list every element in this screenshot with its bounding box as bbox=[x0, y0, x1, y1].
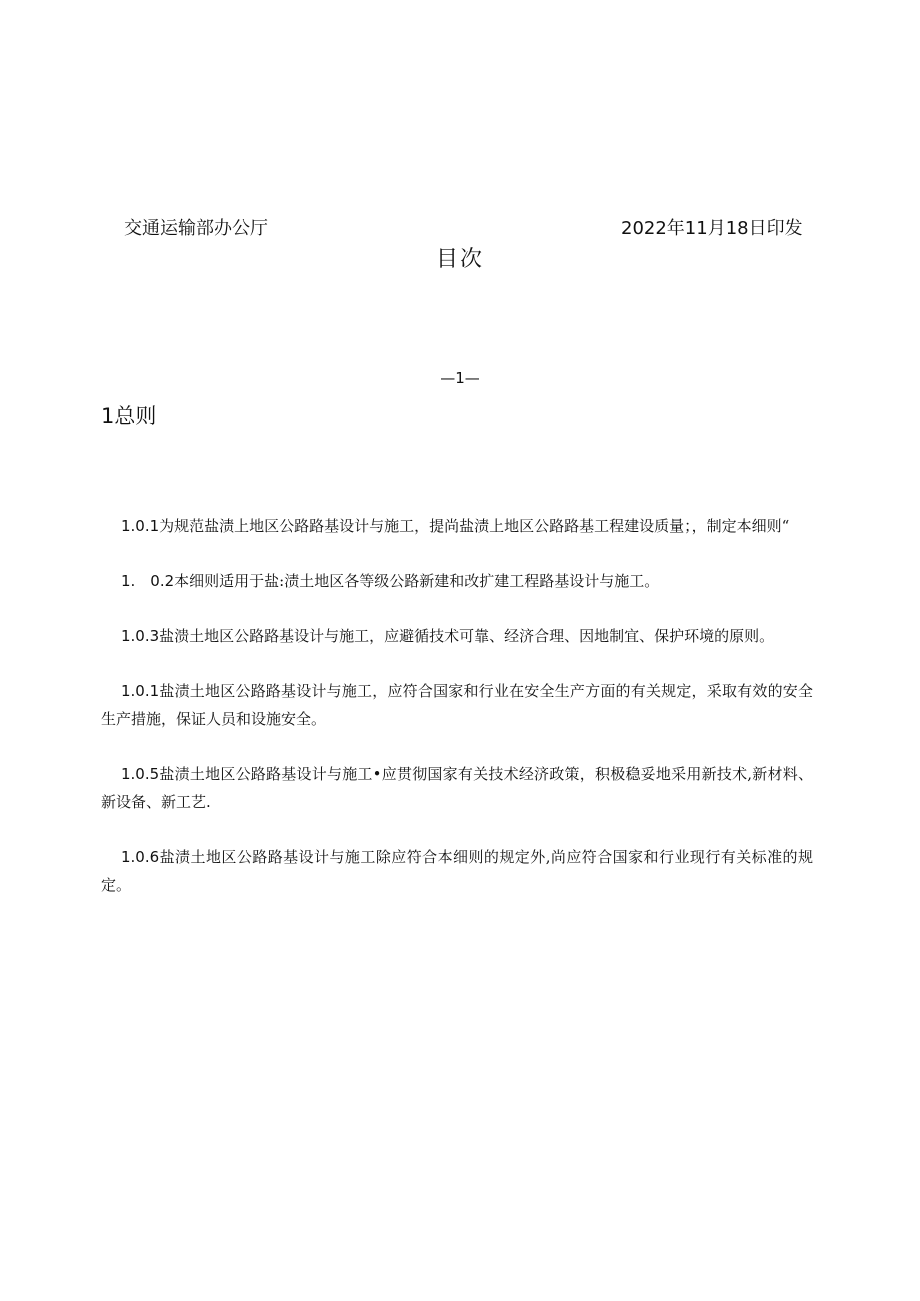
clause-number: 1.0.6 bbox=[121, 848, 160, 866]
toc-title: 目次 bbox=[435, 247, 484, 272]
issuer-name: 交通运输部办公厅 bbox=[124, 218, 268, 239]
clause-number: 1. 0.2 bbox=[121, 572, 175, 590]
issue-date: 2022年11月18日印发 bbox=[621, 218, 803, 239]
clause-1-0-5 bbox=[101, 760, 813, 816]
clause-text: 盐渍土地区公路路基设计与施工除应符合本细则的规定外,尚应符合国家和行业现行有关标准的规定。 bbox=[101, 848, 813, 894]
clause-list bbox=[101, 512, 813, 926]
clause-text: 盐溃土地区公路路基设计与施工，应避循技术可靠、经济合理、因地制宜、保护环境的原则。 bbox=[159, 627, 775, 645]
clause-1-0-6 bbox=[101, 843, 813, 899]
clause-text: 本细则适用于盐:渍土地区各等级公路新建和改扩建工程路基设计与施工。 bbox=[174, 572, 660, 590]
clause-text: 盐渍土地区公路路基设计与施工，应符合国家和行业在安全生产方面的有关规定，采取有效的安全生产措施，保证人员和设施安全。 bbox=[101, 682, 813, 728]
clause-number: 1.0.1 bbox=[121, 517, 160, 535]
clause-number: 1.0.1 bbox=[121, 682, 160, 700]
clause-number: 1.0.5 bbox=[121, 765, 160, 783]
clause-1-0-3 bbox=[101, 622, 813, 650]
clause-1-0-4 bbox=[101, 677, 813, 733]
clause-text: 盐渍土地区公路路基设计与施工•应贯彻国家有关技术经济政策，积极稳妥地采用新技术,新材料、新设备、新工艺. bbox=[101, 765, 813, 811]
clause-1-0-1 bbox=[101, 512, 813, 540]
chapter-title: 1总则 bbox=[101, 404, 157, 428]
page-number: —1— bbox=[440, 369, 480, 387]
clause-text: 为规范盐渍上地区公路路基设计与施工，提尚盐渍上地区公路路基工程建设质量；，制定本细则“ bbox=[159, 517, 790, 535]
clause-1-0-2 bbox=[101, 567, 813, 595]
clause-number: 1.0.3 bbox=[121, 627, 160, 645]
